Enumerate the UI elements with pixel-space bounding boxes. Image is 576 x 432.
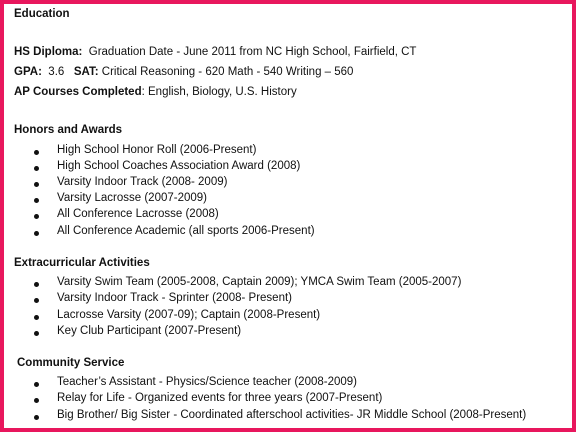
honors-item-text: All Conference Academic (all sports 2006-Present): [57, 225, 315, 237]
extracurricular-heading: Extracurricular Activities: [14, 257, 150, 269]
honors-item-text: Varsity Lacrosse (2007-2009): [57, 192, 207, 204]
honors-heading: Honors and Awards: [14, 124, 122, 136]
ap-courses-label: AP Courses Completed: [14, 86, 142, 98]
honors-item-text: Varsity Indoor Track (2008- 2009): [57, 176, 228, 188]
hs-diploma-label: HS Diploma:: [14, 46, 83, 58]
hs-diploma-value: Graduation Date - June 2011 from NC High School, Fairfield, CT: [88, 46, 417, 58]
sat-value: Critical Reasoning - 620 Math - 540 Writing – 560: [101, 66, 354, 78]
extracurricular-item-text: Varsity Swim Team (2005-2008, Captain 2009); YMCA Swim Team (2005-2007): [57, 276, 462, 288]
extracurricular-item-text: Lacrosse Varsity (2007-09); Captain (2008-Present): [57, 309, 321, 321]
honors-item-text: High School Honor Roll (2006-Present): [57, 144, 257, 156]
extracurricular-item-text: Key Club Participant (2007-Present): [57, 325, 242, 337]
honors-item-text: All Conference Lacrosse (2008): [57, 208, 219, 220]
education-heading: Education: [14, 8, 70, 20]
extracurricular-item-text: Varsity Indoor Track - Sprinter (2008- Present): [57, 292, 292, 304]
honors-item-text: High School Coaches Association Award (2008): [57, 160, 301, 172]
community-heading: Community Service: [17, 357, 125, 369]
community-item-text: Teacher’s Assistant - Physics/Science teacher (2008-2009): [57, 376, 358, 388]
community-item-text: Relay for Life - Organized events for three years (2007-Present): [57, 392, 383, 404]
sat-label: SAT:: [73, 66, 99, 78]
gpa-label: GPA:: [14, 66, 42, 78]
gpa-value: 3.6: [48, 66, 65, 78]
community-item-text: Big Brother/ Big Sister - Coordinated afterschool activities- JR Middle School (2008-Present): [57, 409, 527, 421]
ap-courses-value: : English, Biology, U.S. History: [141, 86, 297, 98]
